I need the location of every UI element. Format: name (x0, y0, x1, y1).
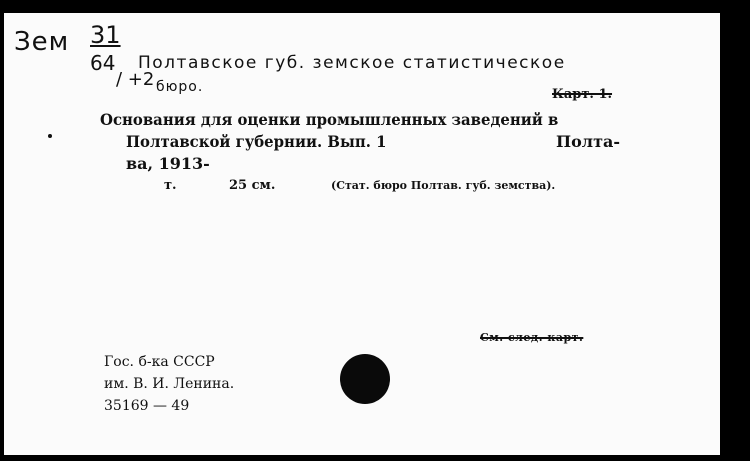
series-note: (Стат. бюро Полтав. губ. земства). (331, 179, 556, 192)
library-stamp-line2: им. В. И. Ленина. (104, 376, 235, 392)
call-number-top: 31 (90, 21, 121, 49)
call-number-prefix: Зем (14, 27, 70, 57)
title-line1: Основания для оценки промышленных заведений в (100, 110, 559, 129)
margin-dot (48, 134, 52, 138)
title-line2: Полтавской губернии. Вып. 1 (126, 132, 387, 151)
card-punch-hole (340, 354, 390, 404)
volume-label: т. (164, 178, 177, 193)
call-number-bottom: 64 (90, 51, 116, 75)
size-label: 25 см. (229, 178, 276, 193)
catalog-card (4, 13, 720, 455)
handwritten-author-line2: бюро. (156, 79, 204, 95)
handwritten-author-line1: Полтавское губ. земское статистическое (138, 53, 566, 73)
library-stamp-line1: Гос. б-ка СССР (104, 354, 215, 370)
publication-place-year: ва, 1913- (126, 154, 210, 173)
card-count: Карт. 1. (552, 87, 613, 102)
publication-place: Полта- (556, 132, 620, 151)
see-next-card: См. след. карт. (480, 331, 584, 344)
call-number-suffix: / +2 (116, 69, 155, 90)
library-stamp-line3: 35169 — 49 (104, 398, 190, 414)
